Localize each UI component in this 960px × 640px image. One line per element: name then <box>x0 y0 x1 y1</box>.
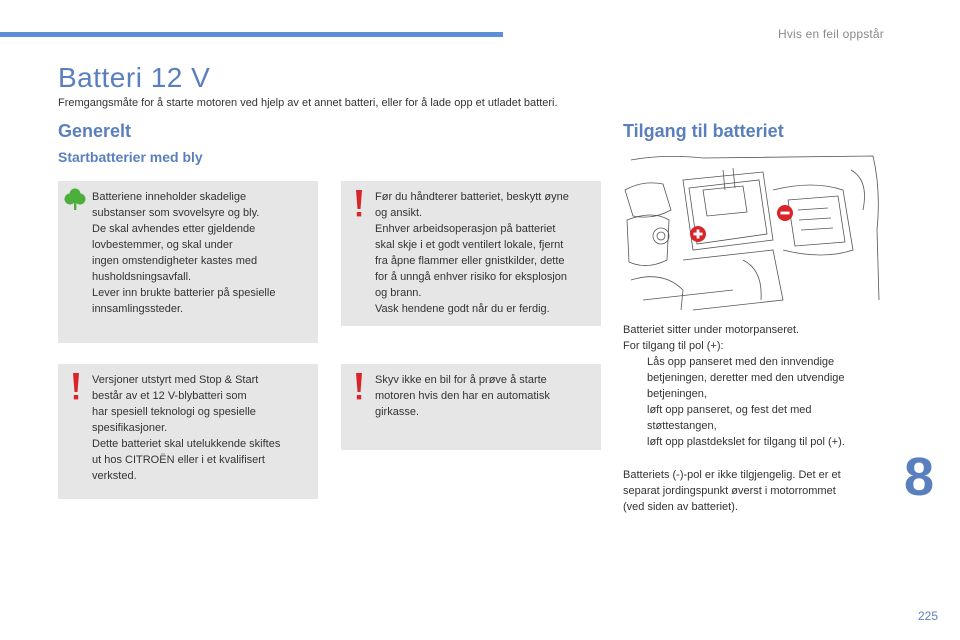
warning-box-stop-start <box>58 364 318 499</box>
step-line: støttestangen, <box>647 420 717 432</box>
box-line: for å unngå enhver risiko for eksplosjon <box>375 271 567 283</box>
box-line: Versjoner utstyrt med Stop & Start <box>92 374 259 386</box>
box-line: Lever inn brukte batterier på spesielle <box>92 287 276 299</box>
battery-access-text <box>623 322 891 515</box>
box-line: motoren hvis den har en automatisk <box>375 390 550 402</box>
box-line: innsamlingssteder. <box>92 303 184 315</box>
box-line: Batteriene inneholder skadelige <box>92 191 247 203</box>
box-line: Vask hendene godt når du er ferdig. <box>375 303 550 315</box>
page-title: Batteri 12 V <box>58 62 211 93</box>
box-line: Dette batteriet skal utelukkende skiftes <box>92 438 281 450</box>
box-line: Skyv ikke en bil for å prøve å starte <box>375 374 547 386</box>
box-line: og brann. <box>375 287 422 299</box>
leaf-icon <box>64 187 86 211</box>
step-line: Lås opp panseret med den innvendige <box>647 356 835 368</box>
box-line: Enhver arbeidsoperasjon på batteriet <box>375 223 556 235</box>
box-line: har spesiell teknologi og spesielle <box>92 406 256 418</box>
heading-battery-access: Tilgang til batteriet <box>623 121 784 141</box>
access-step <box>623 402 891 434</box>
access-line: For tilgang til pol (+): <box>623 340 724 352</box>
box-line: og ansikt. <box>375 207 423 219</box>
box-line: verksted. <box>92 470 137 482</box>
box-line: skal skje i et godt ventilert lokale, fjernt <box>375 239 564 251</box>
heading-general: Generelt <box>58 121 132 141</box>
box-line: består av et 12 V-blybatteri som <box>92 390 247 402</box>
step-line: løft opp panseret, og fest det med <box>647 404 812 416</box>
warning-box-push-start <box>341 364 601 450</box>
warning-box-handling <box>341 181 601 326</box>
box-line: girkasse. <box>375 406 420 418</box>
page-intro: Fremgangsmåte for å starte motoren ved hjelp av et annet batteri, eller for å lade opp et utladet batteri. <box>58 97 558 109</box>
step-line: løft opp plastdekslet for tilgang til pol (+). <box>647 436 845 448</box>
note-line: (ved siden av batteriet). <box>623 501 738 513</box>
access-step <box>623 434 891 450</box>
box-line: husholdsningsavfall. <box>92 271 192 283</box>
eco-info-box <box>58 181 318 343</box>
box-line: spesifikasjoner. <box>92 422 168 434</box>
step-line: betjeningen, <box>647 388 707 400</box>
warning-icon <box>350 189 368 219</box>
engine-bay-illustration <box>623 150 885 312</box>
access-step <box>623 354 891 402</box>
access-line: Batteriet sitter under motorpanseret. <box>623 324 800 336</box>
note-line: Batteriets (-)-pol er ikke tilgjengelig. Det er et <box>623 469 841 481</box>
chapter-number: 8 <box>904 447 935 507</box>
warning-icon <box>350 372 368 402</box>
note-line: separat jordingspunkt øverst i motorrommet <box>623 485 836 497</box>
page-number: 225 <box>917 609 938 623</box>
box-line: ut hos CITROËN eller i et kvalifisert <box>92 454 265 466</box>
box-line: Før du håndterer batteriet, beskytt øyne <box>375 191 569 203</box>
warning-icon <box>67 372 85 402</box>
box-line: lovbestemmer, og skal under <box>92 239 233 251</box>
header-accent-bar <box>0 32 503 37</box>
section-title: Hvis en feil oppstår <box>777 27 884 41</box>
heading-lead-batteries: Startbatterier med bly <box>58 149 203 165</box>
box-line: fra åpne flammer eller gnistkilder, dette <box>375 255 565 267</box>
step-line: betjeningen, deretter med den utvendige <box>647 372 845 384</box>
box-line: ingen omstendigheter kastes med <box>92 255 258 267</box>
box-line: De skal avhendes etter gjeldende <box>92 223 256 235</box>
box-line: substanser som svovelsyre og bly. <box>92 207 260 219</box>
